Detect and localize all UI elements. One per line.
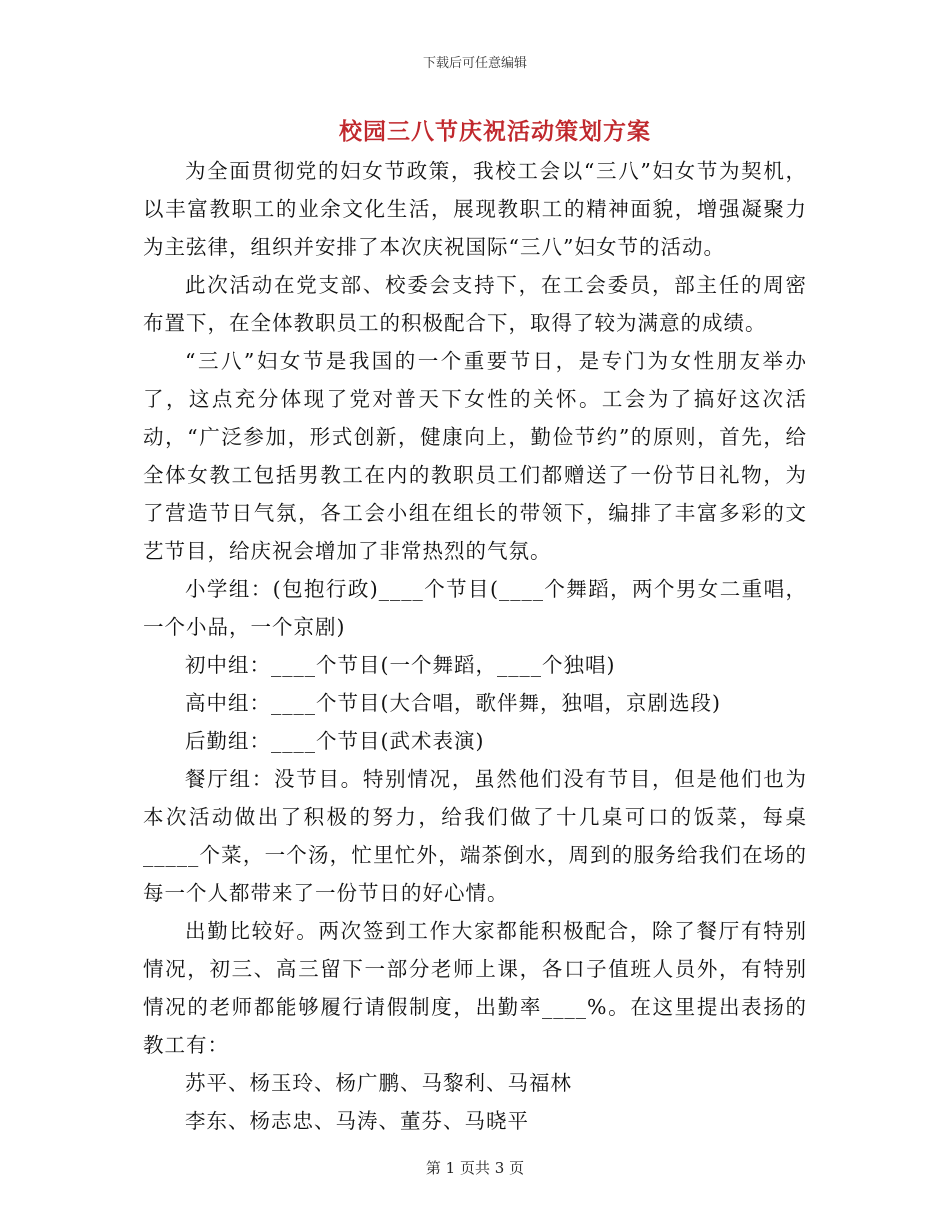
paragraph-praised-names-2: 李东、杨志忠、马涛、董芬、马晓平 (185, 1109, 529, 1133)
header-note: 下载后可任意编辑 (422, 56, 527, 71)
paragraph-logistics-group: 后勤组：____个节目(武术表演) (185, 729, 485, 753)
paragraph-junior-group: 初中组：____个节目(一个舞蹈，____个独唱) (185, 653, 616, 677)
paragraph-intro: 为全面贯彻党的妇女节政策，我校工会以“三八”妇女节为契机，以丰富教职工的业余文化生活，展现教职工的精神面貌，增强凝聚力为主弦律，组织并安排了本次庆祝国际“三八”妇女节的活动。 (143, 159, 807, 259)
document-title: 校园三八节庆祝活动策划方案 (339, 118, 651, 145)
paragraph-significance: “三八”妇女节是我国的一个重要节日，是专门为女性朋友举办了，这点充分体现了党对普天下女性的关怀。工会为了搞好这次活动，“广泛参加，形式创新，健康向上，勤俭节约”的原则，首先，给全体女教工包括男教工在内的教职员工们都赠送了一份节日礼物，为了营造节日气氛，各工会小组在组长的带领下，编排了丰富多彩的文艺节目，给庆祝会增加了非常热烈的气氛。 (143, 349, 807, 563)
page-number: 第 1 页共 3 页 (425, 1159, 525, 1177)
paragraph-canteen-group: 餐厅组：没节目。特别情况，虽然他们没有节目，但是他们也为本次活动做出了积极的努力，给我们做了十几桌可口的饭菜，每桌_____个菜，一个汤，忙里忙外，端茶倒水，周到的服务给我们在场的每一个人都带来了一份节日的好心情。 (143, 767, 807, 905)
document-body (143, 152, 807, 1140)
paragraph-praised-names-1: 苏平、杨玉玲、杨广鹏、马黎利、马福林 (185, 1071, 572, 1095)
paragraph-support: 此次活动在党支部、校委会支持下，在工会委员，部主任的周密布置下，在全体教职员工的积极配合下，取得了较为满意的成绩。 (143, 273, 807, 335)
paragraph-attendance: 出勤比较好。两次签到工作大家都能积极配合，除了餐厅有特别情况，初三、高三留下一部分老师上课，各口子值班人员外，有特别情况的老师都能够履行请假制度，出勤率____%。在这里提出表扬的教工有： (143, 919, 807, 1057)
paragraph-senior-group: 高中组：____个节目(大合唱，歌伴舞，独唱，京剧选段) (185, 691, 721, 715)
paragraph-primary-group: 小学组：(包抱行政)____个节目(____个舞蹈，两个男女二重唱，一个小品，一个京剧) (143, 577, 807, 639)
